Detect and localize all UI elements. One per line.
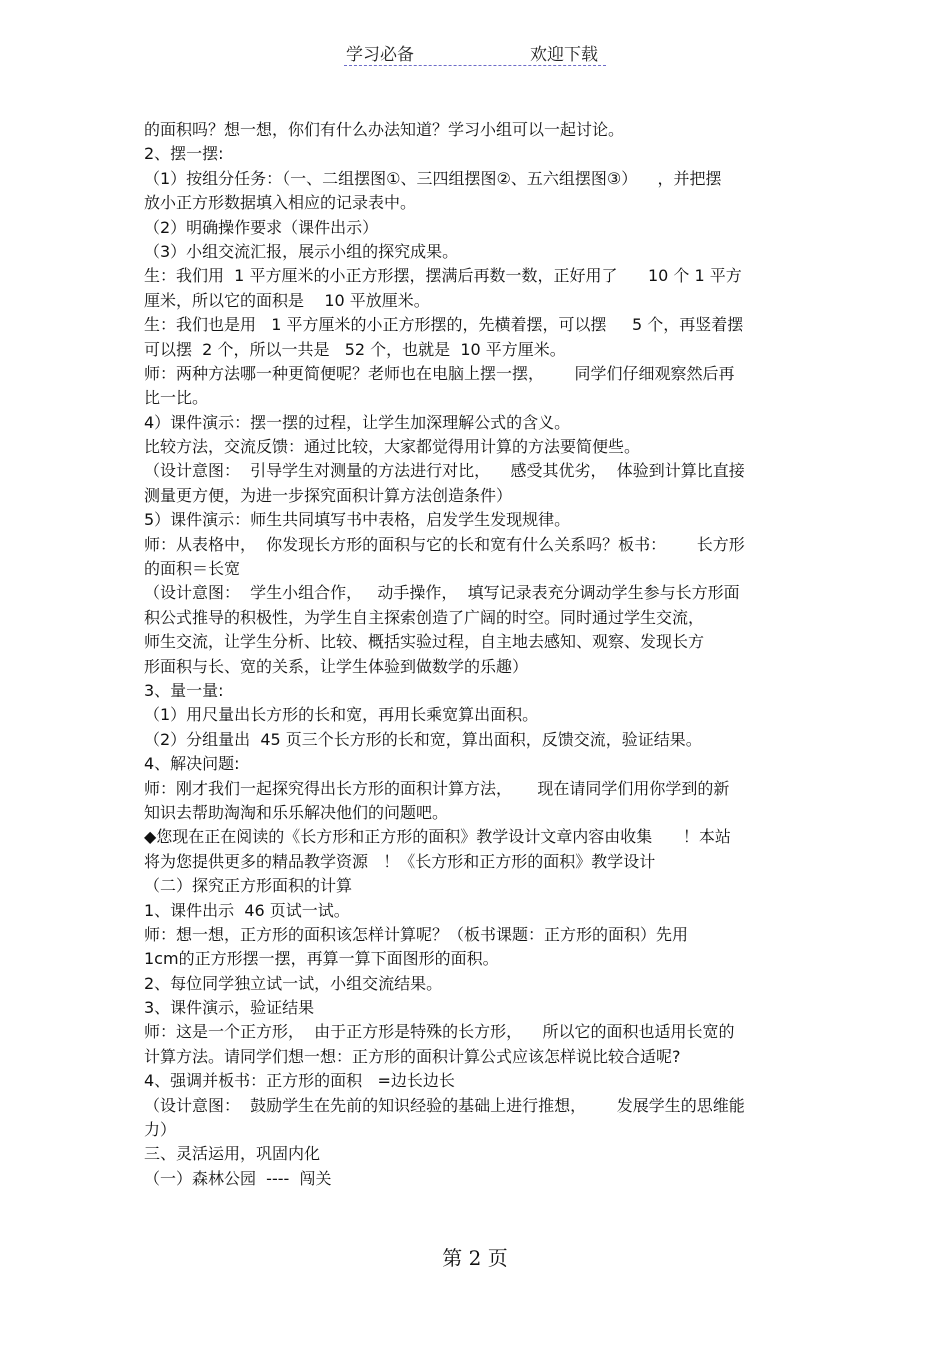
text-line: （设计意图： 学生小组合作， 动手操作， 填写记录表充分调动学生参与长方形面 (144, 583, 740, 603)
page-number: 第 2 页 (442, 1246, 508, 1270)
text-line: （1）用尺量出长方形的长和宽，再用长乘宽算出面积。 (144, 705, 539, 725)
page-header (0, 40, 950, 70)
text-line: （2）分组量出 45 页三个长方形的长和宽，算出面积，反馈交流，验证结果。 (144, 729, 702, 749)
text-line: 厘米，所以它的面积是 10 平放厘米。 (144, 290, 430, 310)
text-line: 4、解决问题: (144, 754, 240, 774)
text-line: 5）课件演示：师生共同填写书中表格，启发学生发现规律。 (144, 510, 571, 530)
text-line: 师：刚才我们一起探究得出长方形的面积计算方法， 现在请同学们用你学到的新 (144, 778, 730, 798)
text-line: 4）课件演示：摆一摆的过程，让学生加深理解公式的含义。 (144, 412, 571, 432)
header-right-text: 欢迎下载 (530, 45, 598, 65)
text-line: 的面积＝长宽 (144, 559, 241, 579)
text-line: 的面积吗？想一想，你们有什么办法知道？学习小组可以一起讨论。 (144, 120, 625, 139)
text-line: 师生交流，让学生分析、比较、概括实验过程，自主地去感知、观察、发现长方 (144, 632, 705, 652)
text-line: 2、摆一摆: (144, 144, 224, 164)
text-line: （2）明确操作要求（课件出示） (144, 217, 379, 237)
text-line: 比一比。 (144, 388, 209, 408)
text-line: 积公式推导的积极性，为学生自主探索创造了广阔的时空。同时通过学生交流， (144, 607, 705, 627)
text-line: 3、课件演示，验证结果 (144, 998, 315, 1018)
text-line: ◆您现在正在阅读的《长方形和正方形的面积》教学设计文章内容由收集 ！本站 (144, 827, 731, 847)
text-line: 放小正方形数据填入相应的记录表中。 (144, 193, 417, 213)
text-line: 可以摆 2 个，所以一共是 52 个，也就是 10 平方厘米。 (144, 339, 566, 359)
text-line: 3、量一量: (144, 680, 224, 700)
header-left-text: 学习必备 (346, 45, 414, 65)
text-line: 4、强调并板书：正方形的面积 =边长边长 (144, 1071, 455, 1091)
text-line: 知识去帮助淘淘和乐乐解决他们的问题吧。 (144, 802, 449, 822)
text-line: 1、课件出示 46 页试一试。 (144, 900, 350, 920)
text-line: 形面积与长、宽的关系，让学生体验到做数学的乐趣） (144, 656, 529, 676)
text-line: 生：我们用 1 平方厘米的小正方形摆，摆满后再数一数，正好用了 10 个 1 平方 (144, 266, 742, 286)
document-body (144, 118, 809, 1191)
text-line: 将为您提供更多的精品教学资源 ！《长方形和正方形的面积》教学设计 (144, 851, 656, 871)
text-line: 力） (144, 1120, 177, 1140)
text-line: 1cm的正方形摆一摆，再算一算下面图形的面积。 (144, 949, 499, 969)
text-line: 师：从表格中， 你发现长方形的面积与它的长和宽有什么关系吗？板书： 长方形 (144, 534, 745, 554)
text-line: 师：想一想，正方形的面积该怎样计算呢？（板书课题：正方形的面积）先用 (144, 924, 689, 944)
text-line: （3）小组交流汇报，展示小组的探究成果。 (144, 241, 459, 261)
text-line: （1）按组分任务：（一、二组摆图①、三四组摆图②、五六组摆图③） ，并把摆 (144, 168, 722, 188)
text-line: （设计意图： 鼓励学生在先前的知识经验的基础上进行推想， 发展学生的思维能 (144, 1095, 745, 1115)
text-line: 师：这是一个正方形， 由于正方形是特殊的长方形， 所以它的面积也适用长宽的 (144, 1022, 735, 1042)
text-line: 计算方法。请同学们想一想：正方形的面积计算公式应该怎样说比较合适呢? (144, 1046, 681, 1066)
text-line: 师：两种方法哪一种更简便呢？老师也在电脑上摆一摆， 同学们仔细观察然后再 (144, 363, 735, 383)
text-line: （二）探究正方形面积的计算 (144, 876, 353, 896)
header-divider (344, 65, 606, 66)
text-line: 2、每位同学独立试一试，小组交流结果。 (144, 973, 443, 993)
text-line: 生：我们也是用 1 平方厘米的小正方形摆的，先横着摆，可以摆 5 个，再竖着摆 (144, 315, 744, 335)
text-line: 三、灵活运用，巩固内化 (144, 1144, 321, 1164)
text-line: 比较方法，交流反馈：通过比较，大家都觉得用计算的方法要简便些。 (144, 437, 641, 457)
text-line: 测量更方便，为进一步探究面积计算方法创造条件） (144, 485, 513, 505)
text-line: （一）森林公园 ---- 闯关 (144, 1168, 332, 1188)
text-line: （设计意图： 引导学生对测量的方法进行对比， 感受其优劣， 体验到计算比直接 (144, 461, 745, 481)
